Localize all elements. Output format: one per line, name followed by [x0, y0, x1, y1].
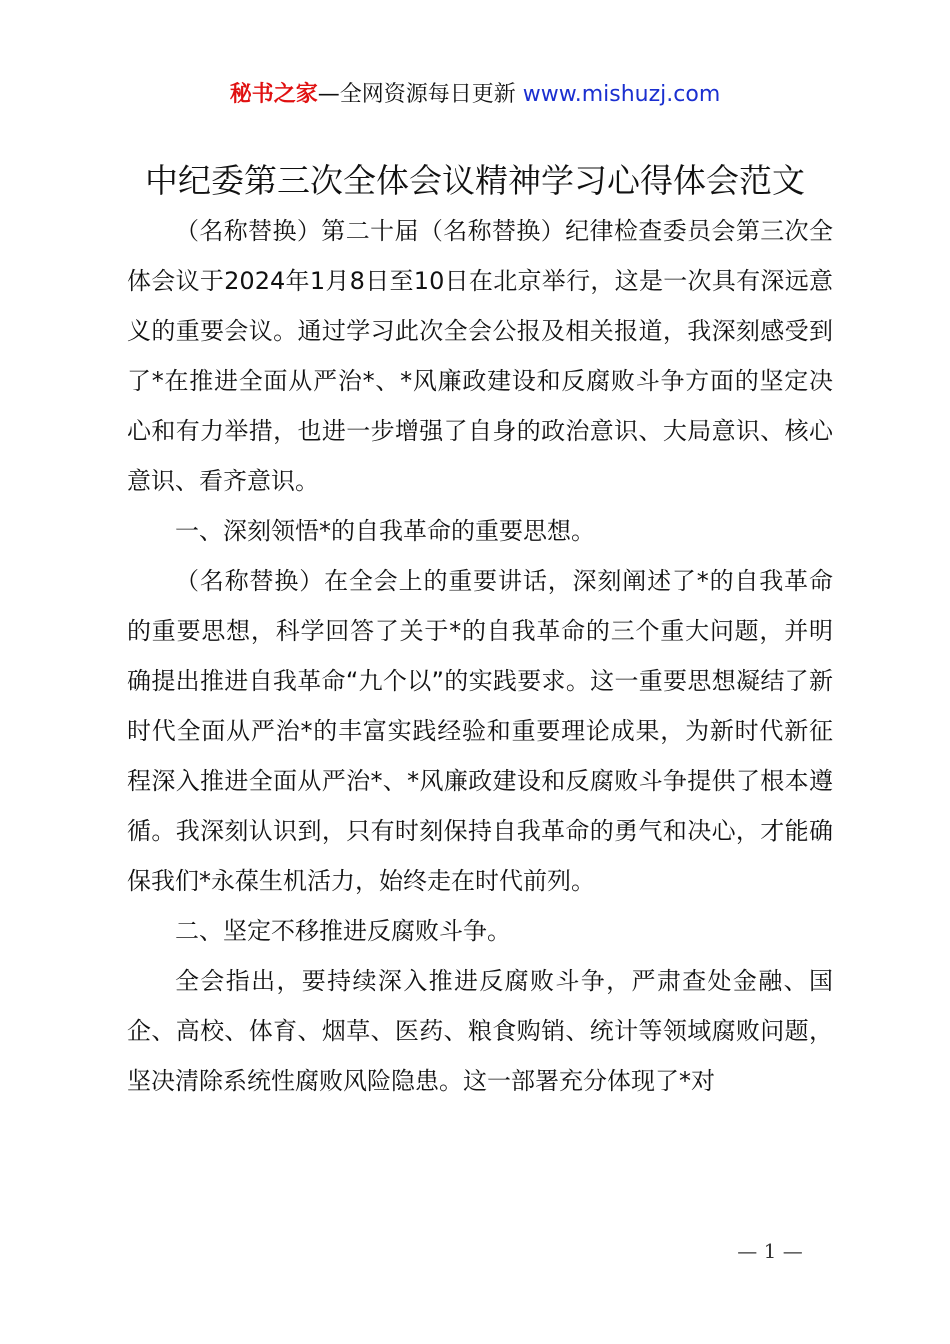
section-heading-1: 一、深刻领悟*的自我革命的重要思想。: [175, 517, 595, 545]
site-tagline: —全网资源每日更新: [317, 82, 523, 107]
site-header: [0, 78, 950, 112]
section-heading-2: 二、坚定不移推进反腐败斗争。: [175, 917, 511, 945]
paragraph-section-2: 全会指出，要持续深入推进反腐败斗争，严肃查处金融、国企、高校、体育、烟草、医药、粮食购销、统计等领域腐败问题，坚决清除系统性腐败风险隐患。这一部署充分体现了*对: [127, 967, 833, 1095]
paragraph-section-1: （名称替换）在全会上的重要讲话，深刻阐述了*的自我革命的重要思想，科学回答了关于*的自我革命的三个重大问题，并明确提出推进自我革命“九个以”的实践要求。这一重要思想凝结了新时代全面从严治*的丰富实践经验和重要理论成果，为新时代新征程深入推进全面从严治*、*风廉政建设和反腐败斗争提供了根本遵循。我深刻认识到，只有时刻保持自我革命的勇气和决心，才能确保我们*永葆生机活力，始终走在时代前列。: [127, 567, 833, 895]
site-brand: 秘书之家: [229, 82, 318, 107]
site-url[interactable]: www.mishuzj.com: [522, 82, 721, 107]
paragraph-intro: （名称替换）第二十届（名称替换）纪律检查委员会第三次全体会议于2024年1月8日至10日在北京举行，这是一次具有深远意义的重要会议。通过学习此次全会公报及相关报道，我深刻感受到了*在推进全面从严治*、*风廉政建设和反腐败斗争方面的坚定决心和有力举措，也进一步增强了自身的政治意识、大局意识、核心意识、看齐意识。: [127, 217, 833, 495]
document-title: 中纪委第三次全体会议精神学习心得体会范文: [145, 161, 805, 200]
document-body: [127, 206, 833, 1106]
page-number: — 1 —: [737, 1239, 803, 1263]
